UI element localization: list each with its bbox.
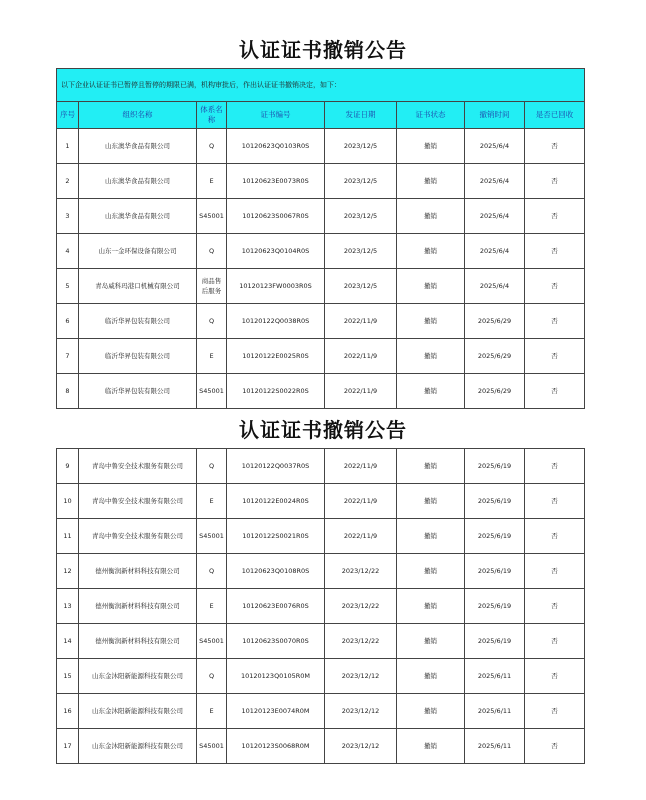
cell-org-name: 临沂华昇包装有限公司 — [79, 304, 197, 339]
table-row — [57, 374, 585, 409]
cell-index: 7 — [57, 339, 79, 374]
cell-org-name: 德州衡润新材料科技有限公司 — [79, 589, 197, 624]
cell-revoke-date: 2025/6/11 — [465, 729, 525, 764]
cell-issue-date: 2023/12/5 — [325, 234, 397, 269]
cell-issue-date: 2023/12/22 — [325, 589, 397, 624]
table-row — [57, 729, 585, 764]
cell-revoke-date: 2025/6/19 — [465, 449, 525, 484]
notice-text: 以下企业认证证书已暂停且暂停的期限已满，机构审批后，作出认证证书撤销决定，如下： — [57, 69, 585, 102]
cell-status: 撤销 — [397, 234, 465, 269]
cell-system: Q — [197, 449, 227, 484]
cell-cert-number: 10120123FW0003R0S — [227, 269, 325, 304]
cell-cert-number: 10120122Q0038R0S — [227, 304, 325, 339]
cell-org-name: 临沂华昇包装有限公司 — [79, 374, 197, 409]
cell-index: 6 — [57, 304, 79, 339]
cell-recovered: 否 — [525, 624, 585, 659]
cell-revoke-date: 2025/6/4 — [465, 269, 525, 304]
cell-revoke-date: 2025/6/4 — [465, 129, 525, 164]
cell-org-name: 山东澳华食品有限公司 — [79, 129, 197, 164]
table-row — [57, 554, 585, 589]
cell-revoke-date: 2025/6/19 — [465, 519, 525, 554]
header-cert-number: 证书编号 — [227, 102, 325, 129]
cell-cert-number: 10120623E0076R0S — [227, 589, 325, 624]
header-issue-date: 发证日期 — [325, 102, 397, 129]
cell-cert-number: 10120623S0070R0S — [227, 624, 325, 659]
cell-status: 撤销 — [397, 164, 465, 199]
cell-issue-date: 2022/11/9 — [325, 484, 397, 519]
cell-index: 16 — [57, 694, 79, 729]
cell-status: 撤销 — [397, 729, 465, 764]
cell-issue-date: 2023/12/12 — [325, 729, 397, 764]
cell-recovered: 否 — [525, 374, 585, 409]
cell-revoke-date: 2025/6/4 — [465, 199, 525, 234]
cell-issue-date: 2023/12/22 — [325, 624, 397, 659]
cell-cert-number: 10120623Q0104R0S — [227, 234, 325, 269]
header-system-name: 体系名称 — [197, 102, 227, 129]
table-row — [57, 519, 585, 554]
table-header-row — [57, 102, 585, 129]
cell-status: 撤销 — [397, 129, 465, 164]
cell-status: 撤销 — [397, 449, 465, 484]
cell-status: 撤销 — [397, 339, 465, 374]
table-row — [57, 589, 585, 624]
cell-issue-date: 2023/12/12 — [325, 694, 397, 729]
cell-revoke-date: 2025/6/19 — [465, 624, 525, 659]
cell-recovered: 否 — [525, 694, 585, 729]
cell-system: E — [197, 164, 227, 199]
cell-status: 撤销 — [397, 624, 465, 659]
cell-cert-number: 10120123S0068R0M — [227, 729, 325, 764]
header-cert-status: 证书状态 — [397, 102, 465, 129]
cell-index: 15 — [57, 659, 79, 694]
cell-status: 撤销 — [397, 589, 465, 624]
cell-system: E — [197, 589, 227, 624]
page-title-repeat: 认证证书撤销公告 — [239, 418, 407, 442]
cell-status: 撤销 — [397, 374, 465, 409]
cell-org-name: 山东金沐阳新能源科技有限公司 — [79, 659, 197, 694]
cell-recovered: 否 — [525, 589, 585, 624]
cell-status: 撤销 — [397, 199, 465, 234]
cell-cert-number: 10120122S0022R0S — [227, 374, 325, 409]
table-row — [57, 234, 585, 269]
cell-org-name: 德州衡润新材料科技有限公司 — [79, 554, 197, 589]
cell-issue-date: 2022/11/9 — [325, 374, 397, 409]
cell-recovered: 否 — [525, 729, 585, 764]
cell-recovered: 否 — [525, 129, 585, 164]
cell-index: 4 — [57, 234, 79, 269]
table-row — [57, 659, 585, 694]
cell-org-name: 青岛中鲁安全技术服务有限公司 — [79, 484, 197, 519]
cell-revoke-date: 2025/6/19 — [465, 589, 525, 624]
revocation-table-2 — [56, 448, 585, 764]
cell-issue-date: 2023/12/5 — [325, 269, 397, 304]
cell-index: 3 — [57, 199, 79, 234]
cell-cert-number: 10120122E0024R0S — [227, 484, 325, 519]
cell-index: 1 — [57, 129, 79, 164]
cell-issue-date: 2022/11/9 — [325, 449, 397, 484]
cell-revoke-date: 2025/6/11 — [465, 659, 525, 694]
cell-issue-date: 2022/11/9 — [325, 304, 397, 339]
cell-index: 9 — [57, 449, 79, 484]
cell-system: Q — [197, 659, 227, 694]
cell-system: E — [197, 694, 227, 729]
cell-org-name: 山东金沐阳新能源科技有限公司 — [79, 729, 197, 764]
cell-recovered: 否 — [525, 339, 585, 374]
cell-status: 撤销 — [397, 484, 465, 519]
cell-org-name: 临沂华昇包装有限公司 — [79, 339, 197, 374]
cell-system: E — [197, 339, 227, 374]
cell-revoke-date: 2025/6/19 — [465, 484, 525, 519]
table-row — [57, 484, 585, 519]
cell-org-name: 青岛中鲁安全技术服务有限公司 — [79, 519, 197, 554]
cell-cert-number: 10120122S0021R0S — [227, 519, 325, 554]
cell-issue-date: 2022/11/9 — [325, 339, 397, 374]
cell-issue-date: 2022/11/9 — [325, 519, 397, 554]
table-row — [57, 449, 585, 484]
cell-issue-date: 2023/12/5 — [325, 129, 397, 164]
cell-system: S45001 — [197, 729, 227, 764]
cell-system: S45001 — [197, 519, 227, 554]
cell-recovered: 否 — [525, 164, 585, 199]
table-row — [57, 304, 585, 339]
cell-revoke-date: 2025/6/11 — [465, 694, 525, 729]
cell-recovered: 否 — [525, 659, 585, 694]
cell-cert-number: 10120122E0025R0S — [227, 339, 325, 374]
cell-status: 撤销 — [397, 659, 465, 694]
cell-revoke-date: 2025/6/29 — [465, 339, 525, 374]
table-row — [57, 199, 585, 234]
cell-system: S45001 — [197, 374, 227, 409]
table-row — [57, 624, 585, 659]
cell-org-name: 山东澳华食品有限公司 — [79, 199, 197, 234]
table-row — [57, 164, 585, 199]
cell-index: 17 — [57, 729, 79, 764]
cell-status: 撤销 — [397, 269, 465, 304]
cell-cert-number: 10120123E0074R0M — [227, 694, 325, 729]
cell-index: 14 — [57, 624, 79, 659]
cell-index: 8 — [57, 374, 79, 409]
table-row — [57, 694, 585, 729]
cell-issue-date: 2023/12/12 — [325, 659, 397, 694]
cell-system: S45001 — [197, 624, 227, 659]
cell-revoke-date: 2025/6/29 — [465, 304, 525, 339]
cell-revoke-date: 2025/6/19 — [465, 554, 525, 589]
revocation-table-1 — [56, 68, 585, 409]
cell-issue-date: 2023/12/22 — [325, 554, 397, 589]
cell-system: 商品售后服务 — [197, 269, 227, 304]
cell-index: 12 — [57, 554, 79, 589]
cell-recovered: 否 — [525, 554, 585, 589]
cell-system: Q — [197, 304, 227, 339]
cell-status: 撤销 — [397, 519, 465, 554]
cell-status: 撤销 — [397, 304, 465, 339]
cell-org-name: 山东一金环保设备有限公司 — [79, 234, 197, 269]
cell-revoke-date: 2025/6/29 — [465, 374, 525, 409]
table-row — [57, 129, 585, 164]
cell-org-name: 山东金沐阳新能源科技有限公司 — [79, 694, 197, 729]
cell-status: 撤销 — [397, 694, 465, 729]
cell-recovered: 否 — [525, 269, 585, 304]
cell-recovered: 否 — [525, 484, 585, 519]
cell-recovered: 否 — [525, 449, 585, 484]
table-row — [57, 269, 585, 304]
cell-org-name: 山东澳华食品有限公司 — [79, 164, 197, 199]
cell-system: Q — [197, 234, 227, 269]
cell-index: 11 — [57, 519, 79, 554]
page-title: 认证证书撤销公告 — [239, 38, 407, 62]
cell-system: Q — [197, 129, 227, 164]
cell-cert-number: 10120123Q0105R0M — [227, 659, 325, 694]
cell-org-name: 青岛中鲁安全技术服务有限公司 — [79, 449, 197, 484]
cell-recovered: 否 — [525, 199, 585, 234]
cell-revoke-date: 2025/6/4 — [465, 234, 525, 269]
cell-index: 10 — [57, 484, 79, 519]
cell-cert-number: 10120623Q0108R0S — [227, 554, 325, 589]
cell-cert-number: 10120623S0067R0S — [227, 199, 325, 234]
cell-revoke-date: 2025/6/4 — [465, 164, 525, 199]
cell-cert-number: 10120623E0073R0S — [227, 164, 325, 199]
header-index: 序号 — [57, 102, 79, 129]
cell-org-name: 青岛威科玛港口机械有限公司 — [79, 269, 197, 304]
cell-index: 2 — [57, 164, 79, 199]
cell-system: E — [197, 484, 227, 519]
cell-recovered: 否 — [525, 304, 585, 339]
cell-cert-number: 10120122Q0037R0S — [227, 449, 325, 484]
cell-index: 5 — [57, 269, 79, 304]
header-revoke-date: 撤销时间 — [465, 102, 525, 129]
cell-issue-date: 2023/12/5 — [325, 164, 397, 199]
cell-system: Q — [197, 554, 227, 589]
cell-index: 13 — [57, 589, 79, 624]
cell-recovered: 否 — [525, 234, 585, 269]
cell-status: 撤销 — [397, 554, 465, 589]
cell-recovered: 否 — [525, 519, 585, 554]
table-row — [57, 339, 585, 374]
cell-system: S45001 — [197, 199, 227, 234]
cell-issue-date: 2023/12/5 — [325, 199, 397, 234]
header-org-name: 组织名称 — [79, 102, 197, 129]
header-recovered: 是否已回收 — [525, 102, 585, 129]
cell-org-name: 德州衡润新材料科技有限公司 — [79, 624, 197, 659]
cell-cert-number: 10120623Q0103R0S — [227, 129, 325, 164]
